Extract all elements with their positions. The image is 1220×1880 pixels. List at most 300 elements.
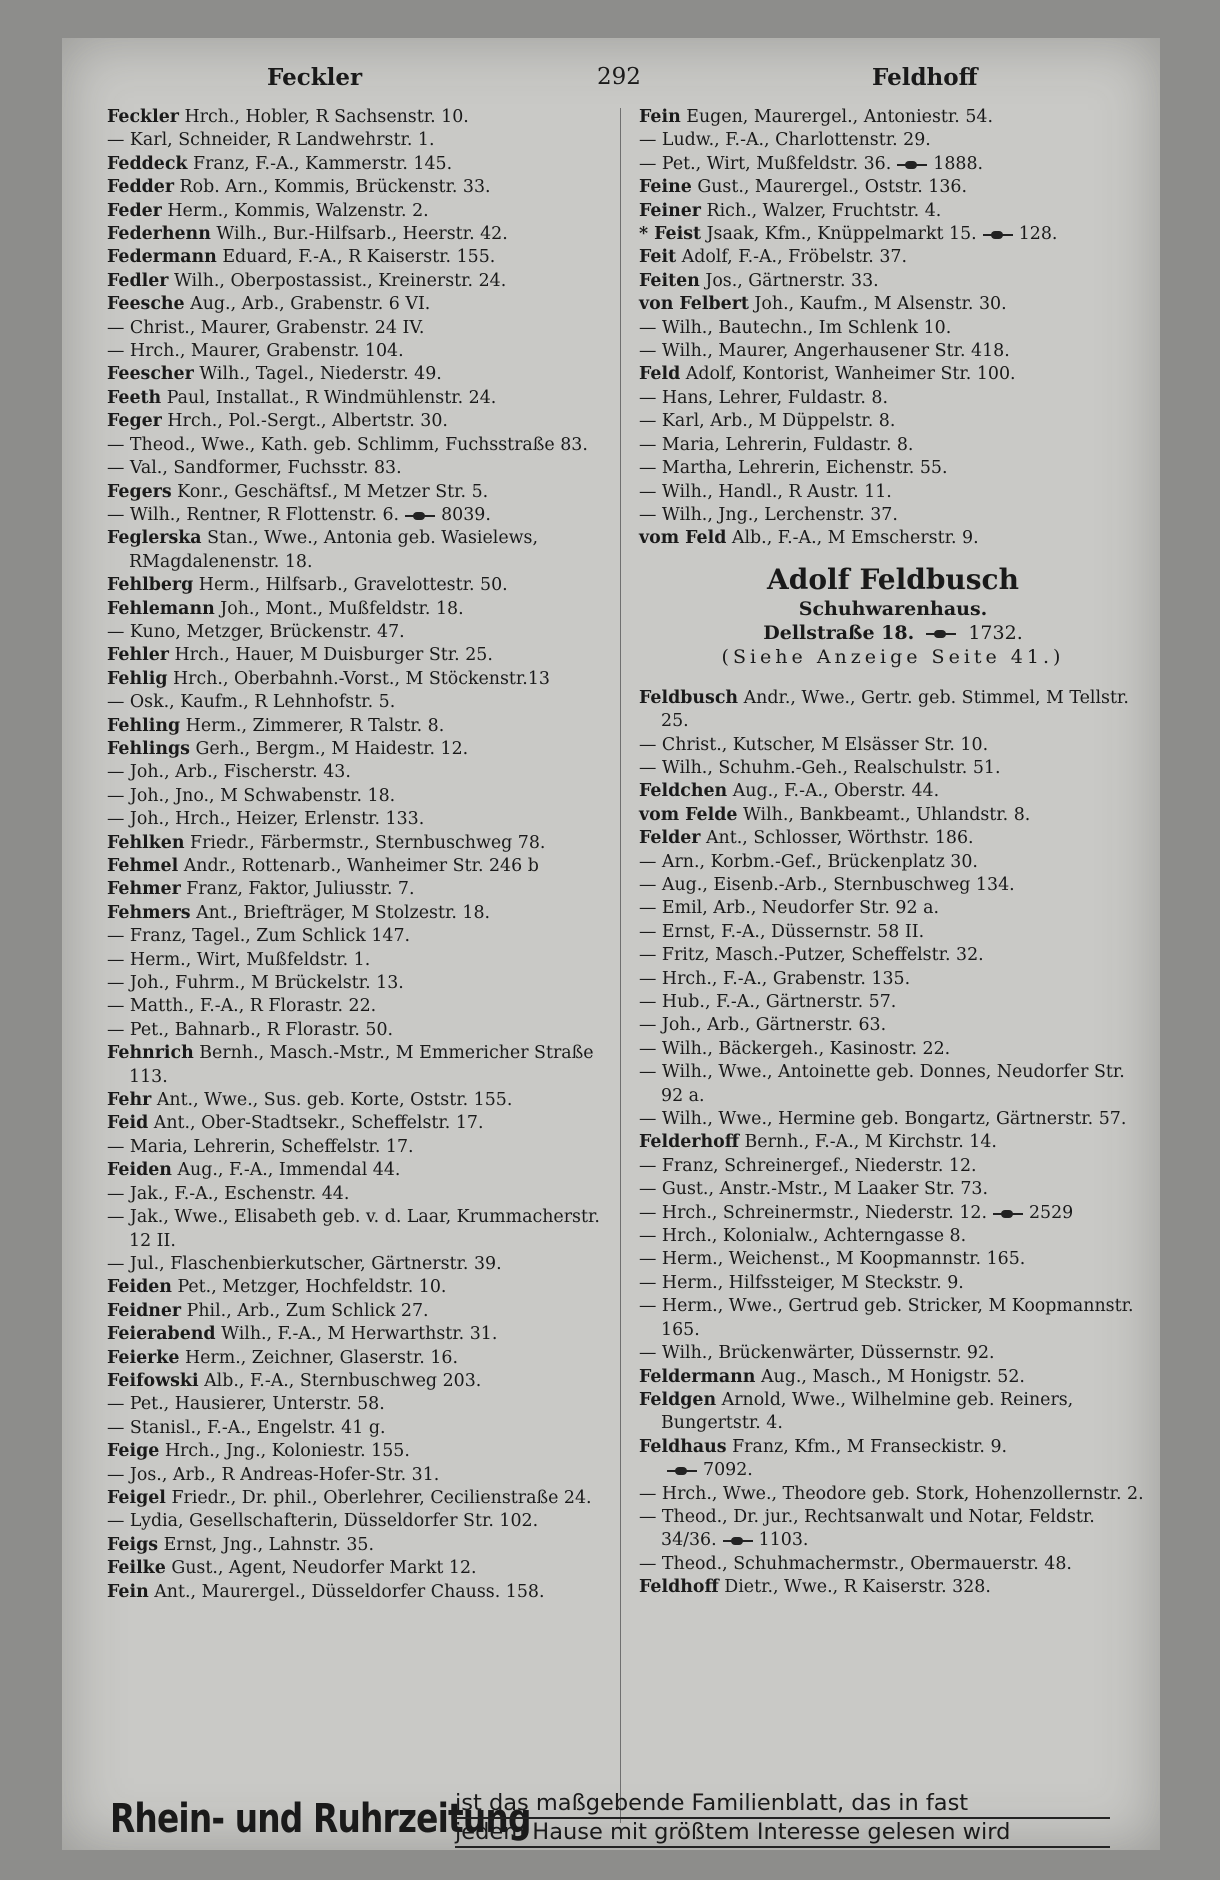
- entry-details: Wilh., F.-A., M Herwarthstr. 31.: [221, 1324, 498, 1345]
- entry-details: — Wilh., Bäckergeh., Kasinostr. 22.: [639, 1038, 951, 1059]
- entry-details: — Wilh., Bautechn., Im Schlenk 10.: [639, 317, 952, 338]
- directory-entry: [639, 1131, 1147, 1154]
- advert-name: Adolf Feldbusch: [767, 562, 1019, 596]
- entry-telephone-number: 128.: [1018, 224, 1058, 245]
- entry-details: Herm., Zeichner, Glaserstr. 16.: [184, 1347, 459, 1368]
- entry-surname: Felderhoff: [639, 1132, 739, 1153]
- entry-details: — Hub., F.-A., Gärtnerstr. 57.: [639, 992, 897, 1012]
- entry-details: — Hrch., F.-A., Grabenstr. 135.: [639, 968, 911, 989]
- entry-details: Alb., F.-A., M Emscherstr. 9.: [731, 528, 979, 549]
- directory-entry: [107, 340, 612, 363]
- directory-entry: [639, 1295, 1147, 1342]
- directory-entry: [639, 1225, 1147, 1248]
- entry-details: — Franz, Tagel., Zum Schlick 147.: [107, 926, 411, 947]
- entry-details: Franz, F.-A., Kammerstr. 145.: [193, 153, 453, 174]
- directory-entry: [639, 1248, 1147, 1271]
- entry-details: Friedr., Färbermstr., Sternbuschweg 78.: [190, 832, 546, 853]
- banner-brand: Rhein- und Ruhrzeitung: [110, 1796, 531, 1842]
- entry-details: Ant., Wwe., Sus. geb. Korte, Oststr. 155.: [156, 1090, 513, 1111]
- directory-entry: [639, 1014, 1147, 1037]
- directory-entry: [639, 129, 1147, 152]
- entry-surname: Feiten: [639, 270, 700, 291]
- directory-entry: [639, 1576, 1147, 1599]
- entry-surname: Fehr: [107, 1090, 152, 1111]
- feldbusch-advert: [639, 563, 1147, 669]
- entry-details: — Wilh., Wwe., Hermine geb. Bongartz, Gärtnerstr. 57.: [639, 1109, 1127, 1130]
- directory-entry: [107, 738, 612, 761]
- entry-details: — Pet., Hausierer, Unterstr. 58.: [107, 1394, 385, 1415]
- directory-entry: [107, 995, 612, 1018]
- directory-entry: [639, 1342, 1147, 1365]
- directory-entry: [107, 715, 612, 738]
- directory-entry: [639, 1155, 1147, 1178]
- entry-details: Eugen, Maurergel., Antoniestr. 54.: [686, 107, 993, 127]
- directory-entry: [107, 1557, 612, 1580]
- entry-surname: Fein: [639, 107, 681, 127]
- directory-page: [62, 38, 1160, 1850]
- entry-surname: Federhenn: [107, 224, 211, 245]
- entry-surname: Feine: [639, 177, 692, 198]
- entry-details: Hrch., Oberbahnh.-Vorst., M Stöckenstr.13: [173, 668, 550, 689]
- directory-entry: [107, 668, 612, 691]
- entry-surname: Fehlings: [107, 738, 190, 759]
- directory-entry: [107, 504, 612, 527]
- entry-details: Aug., Masch., M Honigstr. 52.: [760, 1366, 1025, 1387]
- entry-details: — Wilh., Brückenwärter, Düssernstr. 92.: [639, 1343, 995, 1364]
- entry-surname: Feit: [639, 247, 677, 268]
- entry-details: Franz, Kfm., M Franseckistr. 9.: [732, 1436, 1008, 1457]
- telephone-icon: [723, 1537, 753, 1544]
- entry-telephone-number: 1888.: [933, 153, 984, 174]
- entry-surname: Feigs: [107, 1534, 159, 1555]
- directory-entry: [639, 757, 1147, 780]
- directory-entry: [639, 293, 1147, 316]
- page-header: [62, 64, 1160, 104]
- directory-entry: [107, 1019, 612, 1042]
- entry-details: — Wilh., Schuhm.-Geh., Realschulstr. 51.: [639, 757, 1001, 778]
- entry-surname: Feiden: [107, 1277, 172, 1298]
- entry-surname: vom Feld: [639, 528, 727, 549]
- entry-surname: * Feist: [639, 224, 702, 245]
- entry-surname: Fehmer: [107, 879, 181, 900]
- directory-entry: [639, 780, 1147, 803]
- directory-entry: [107, 1300, 612, 1323]
- directory-entry: [639, 1389, 1147, 1436]
- entry-details: Jos., Gärtnerstr. 33.: [705, 270, 879, 291]
- directory-entry: [107, 574, 612, 597]
- entry-surname: Fehnrich: [107, 1043, 194, 1064]
- entry-details: — Gust., Anstr.-Mstr., M Laaker Str. 73.: [639, 1179, 988, 1200]
- entry-details: — Ludw., F.-A., Charlottenstr. 29.: [639, 130, 931, 151]
- entry-details: Arnold, Wwe., Wilhelmine geb. Reiners, Bungertstr. 4.: [661, 1389, 1074, 1434]
- entry-surname: Felder: [639, 828, 701, 849]
- entry-surname: Fehlberg: [107, 575, 194, 596]
- entry-details: — Franz, Schreinergef., Niederstr. 12.: [639, 1155, 977, 1176]
- directory-entry: [639, 1483, 1147, 1506]
- directory-entry: [639, 1061, 1147, 1108]
- entry-details: — Jak., F.-A., Eschenstr. 44.: [107, 1183, 350, 1204]
- directory-entry: [107, 410, 612, 433]
- directory-entry: [639, 1366, 1147, 1389]
- column-divider: [620, 108, 621, 1823]
- directory-entry: [107, 527, 612, 574]
- entry-surname: Feierke: [107, 1347, 180, 1368]
- entry-surname: Feige: [107, 1441, 160, 1462]
- entry-details: Rich., Walzer, Fruchtstr. 4.: [706, 200, 942, 221]
- advert-business: Schuhwarenhaus.: [798, 597, 988, 620]
- banner-line-1: ist das maßgebende Familienblatt, das in fast: [455, 1790, 1110, 1819]
- directory-entry: [639, 223, 1147, 246]
- directory-entry: [107, 1440, 612, 1463]
- directory-entry: [107, 1276, 612, 1299]
- newspaper-advert-banner: [110, 1790, 1110, 1848]
- entry-details: Rob. Arn., Kommis, Brückenstr. 33.: [179, 177, 491, 198]
- right-column-top-entries: [639, 106, 1147, 551]
- entry-details: — Maria, Lehrerin, Fuldastr. 8.: [639, 434, 914, 455]
- directory-entry: [107, 1112, 612, 1135]
- entry-surname: Feder: [107, 200, 162, 221]
- directory-entry: [107, 1510, 612, 1533]
- entry-details: — Stanisl., F.-A., Engelstr. 41 g.: [107, 1417, 386, 1438]
- entry-surname: Feiden: [107, 1160, 172, 1181]
- entry-details: — Val., Sandformer, Fuchsstr. 83.: [107, 458, 402, 479]
- directory-entry: [639, 481, 1147, 504]
- entry-details: Hrch., Jng., Koloniestr. 155.: [164, 1441, 410, 1462]
- directory-entry: [639, 687, 1147, 734]
- directory-entry: [107, 1581, 612, 1604]
- directory-entry: [107, 434, 612, 457]
- banner-line-2: jedem Hause mit größtem Interesse gelesen wird: [455, 1819, 1110, 1848]
- directory-entry: [639, 1178, 1147, 1201]
- entry-surname: Fehmel: [107, 856, 179, 876]
- entry-surname: Feldermann: [639, 1366, 756, 1387]
- telephone-icon: [983, 231, 1013, 238]
- entry-details: — Lydia, Gesellschafterin, Düsseldorfer Str. 102.: [107, 1511, 539, 1532]
- entry-details: — Hrch., Maurer, Grabenstr. 104.: [107, 341, 404, 362]
- directory-entry: [639, 804, 1147, 827]
- entry-details: Adolf, F.-A., Fröbelstr. 37.: [681, 247, 908, 268]
- entry-details: Hrch., Pol.-Sergt., Albertstr. 30.: [167, 411, 448, 432]
- entry-surname: Feldhoff: [639, 1577, 719, 1598]
- entry-surname: Fegers: [107, 481, 172, 502]
- entry-surname: von Felbert: [639, 294, 749, 315]
- entry-details: — Aug., Eisenb.-Arb., Sternbuschweg 134.: [639, 874, 1015, 895]
- directory-entry: [639, 851, 1147, 874]
- entry-details: — Herm., Wwe., Gertrud geb. Stricker, M Koopmannstr. 165.: [639, 1296, 1134, 1340]
- entry-telephone-number: 2529: [1028, 1202, 1074, 1223]
- directory-entry: [107, 317, 612, 340]
- entry-details: — Joh., Arb., Gärtnerstr. 63.: [639, 1015, 887, 1036]
- entry-details: Ant., Maurergel., Düsseldorfer Chauss. 158.: [154, 1581, 545, 1602]
- entry-details: — Arn., Korbm.-Gef., Brückenplatz 30.: [639, 851, 978, 872]
- entry-details: Alb., F.-A., Sternbuschweg 203.: [204, 1370, 482, 1391]
- entry-surname: Feeth: [107, 387, 162, 408]
- entry-telephone-number: 7092.: [703, 1460, 753, 1481]
- directory-entry: [639, 1506, 1147, 1553]
- entry-surname: Fehling: [107, 715, 181, 736]
- entry-surname: Fehmers: [107, 902, 191, 923]
- entry-details: — Hrch., Kolonialw., Achterngasse 8.: [639, 1226, 967, 1247]
- entry-details: — Theod., Schuhmachermstr., Obermauerstr. 48.: [639, 1553, 1072, 1574]
- entry-details: Wilh., Tagel., Niederstr. 49.: [199, 364, 442, 385]
- entry-surname: Feilke: [107, 1558, 166, 1579]
- right-column-bottom-entries: [639, 687, 1147, 1600]
- entry-surname: Fehler: [107, 645, 169, 666]
- directory-entry: [107, 761, 612, 784]
- entry-surname: Feiner: [639, 200, 701, 221]
- directory-entry: [639, 874, 1147, 897]
- entry-details: Adolf, Kontorist, Wanheimer Str. 100.: [685, 364, 1016, 385]
- directory-entry: [107, 808, 612, 831]
- advert-tel: 1732.: [968, 621, 1023, 644]
- header-right-keyword: Feldhoff: [872, 64, 978, 91]
- entry-surname: Fehlken: [107, 832, 185, 853]
- entry-details: Andr., Rottenarb., Wanheimer Str. 246 b: [183, 856, 539, 876]
- directory-entry: [639, 363, 1147, 386]
- entry-surname: Fehlig: [107, 668, 168, 689]
- directory-entry: [639, 1038, 1147, 1061]
- entry-details: Konr., Geschäftsf., M Metzer Str. 5.: [177, 481, 489, 502]
- directory-entry: [639, 200, 1147, 223]
- directory-entry: [639, 410, 1147, 433]
- entry-details: — Wilh., Maurer, Angerhausener Str. 418.: [639, 341, 1010, 362]
- entry-details: Aug., F.-A., Immendal 44.: [177, 1160, 401, 1181]
- entry-details: — Karl, Arb., M Düppelstr. 8.: [639, 411, 896, 432]
- entry-details: Hrch., Hobler, R Sachsenstr. 10.: [184, 107, 469, 127]
- directory-entry: [107, 153, 612, 176]
- entry-surname: vom Felde: [639, 804, 738, 825]
- directory-entry: [639, 527, 1147, 550]
- advert-note: (Siehe Anzeige Seite 41.): [721, 645, 1065, 668]
- entry-details: — Hrch., Schreinermstr., Niederstr. 12.: [639, 1202, 987, 1223]
- entry-details: Jsaak, Kfm., Knüppelmarkt 15.: [706, 224, 977, 245]
- entry-details: — Wilh., Jng., Lerchenstr. 37.: [639, 504, 898, 525]
- directory-entry: [639, 457, 1147, 480]
- directory-entry: [107, 1393, 612, 1416]
- entry-details: Eduard, F.-A., R Kaiserstr. 155.: [222, 247, 496, 268]
- entry-details: Bernh., Masch.-Mstr., M Emmericher Straße 113.: [129, 1043, 594, 1087]
- directory-entry: [107, 481, 612, 504]
- directory-entry: [107, 1323, 612, 1346]
- directory-entry: [107, 855, 612, 878]
- header-left-keyword: Feckler: [267, 64, 363, 91]
- entry-surname: Feld: [639, 364, 681, 385]
- entry-details: — Maria, Lehrerin, Scheffelstr. 17.: [107, 1136, 414, 1157]
- entry-details: — Pet., Bahnarb., R Florastr. 50.: [107, 1019, 394, 1040]
- entry-details: Stan., Wwe., Antonia geb. Wasielews, RMagdalenenstr. 18.: [129, 528, 538, 572]
- page-number: 292: [597, 64, 641, 90]
- directory-entry: [107, 1159, 612, 1182]
- directory-entry: [107, 223, 612, 246]
- entry-details: Wilh., Oberpostassist., Kreinerstr. 24.: [173, 270, 507, 291]
- directory-entry: [107, 949, 612, 972]
- entry-details: Wilh., Bankbeamt., Uhlandstr. 8.: [742, 804, 1031, 825]
- entry-details: — Jul., Flaschenbierkutscher, Gärtnerstr. 39.: [107, 1253, 502, 1274]
- entry-details: — Martha, Lehrerin, Eichenstr. 55.: [639, 458, 948, 479]
- entry-details: — Wilh., Wwe., Antoinette geb. Donnes, Neudorfer Str. 92 a.: [639, 1062, 1125, 1106]
- telephone-icon: [405, 512, 435, 519]
- entry-details: — Christ., Maurer, Grabenstr. 24 IV.: [107, 317, 425, 338]
- directory-entry: [107, 1042, 612, 1089]
- entry-details: — Herm., Wirt, Mußfeldstr. 1.: [107, 949, 371, 970]
- entry-details: — Jak., Wwe., Elisabeth geb. v. d. Laar, Krummacherstr. 12 II.: [107, 1207, 600, 1251]
- entry-details: — Joh., Fuhrm., M Brückelstr. 13.: [107, 973, 404, 994]
- directory-entry: [107, 1089, 612, 1112]
- directory-entry: [107, 1136, 612, 1159]
- directory-entry: [107, 598, 612, 621]
- directory-entry: [639, 991, 1147, 1014]
- entry-surname: Feierabend: [107, 1324, 216, 1345]
- entry-telephone-number: 8039.: [441, 504, 491, 525]
- entry-details: — Fritz, Masch.-Putzer, Scheffelstr. 32.: [639, 945, 984, 966]
- entry-details: Hrch., Hauer, M Duisburger Str. 25.: [174, 645, 493, 666]
- directory-entry: [639, 1202, 1147, 1225]
- directory-entry: [639, 944, 1147, 967]
- entry-surname: Feldhaus: [639, 1436, 727, 1457]
- entry-details: Ant., Schlosser, Wörthstr. 186.: [705, 828, 974, 849]
- entry-details: Ant., Briefträger, M Stolzestr. 18.: [196, 902, 491, 923]
- left-column: [107, 106, 612, 1604]
- entry-details: — Theod., Dr. jur., Rechtsanwalt und Notar, Feldstr. 34/36.: [639, 1506, 1095, 1551]
- directory-entry: [639, 340, 1147, 363]
- directory-entry: [107, 246, 612, 269]
- entry-details: — Joh., Hrch., Heizer, Erlenstr. 133.: [107, 809, 425, 830]
- directory-entry: [639, 504, 1147, 527]
- directory-entry: [639, 246, 1147, 269]
- entry-details: Ernst, Jng., Lahnstr. 35.: [163, 1534, 374, 1555]
- telephone-icon: [897, 161, 927, 168]
- entry-details: — Karl, Schneider, R Landwehrstr. 1.: [107, 130, 435, 151]
- directory-entry: [107, 200, 612, 223]
- directory-entry: [639, 153, 1147, 176]
- entry-details: — Herm., Hilfssteiger, M Steckstr. 9.: [639, 1272, 964, 1293]
- directory-entry: [107, 1464, 612, 1487]
- entry-details: Aug., Arb., Grabenstr. 6 VI.: [190, 294, 431, 315]
- telephone-icon: [993, 1210, 1023, 1217]
- entry-details: Paul, Installat., R Windmühlenstr. 24.: [166, 387, 497, 408]
- entry-details: Herm., Kommis, Walzenstr. 2.: [167, 200, 429, 221]
- entry-surname: Feckler: [107, 107, 179, 127]
- entry-surname: Fein: [107, 1581, 149, 1602]
- directory-entry: [107, 387, 612, 410]
- entry-surname: Feigel: [107, 1487, 166, 1508]
- directory-entry: [107, 457, 612, 480]
- entry-surname: Feidner: [107, 1300, 182, 1321]
- entry-details: — Osk., Kaufm., R Lehnhofstr. 5.: [107, 692, 396, 713]
- entry-details: Wilh., Bur.-Hilfsarb., Heerstr. 42.: [216, 224, 508, 245]
- entry-details: Bernh., F.-A., M Kirchstr. 14.: [744, 1132, 997, 1153]
- directory-entry: [107, 1253, 612, 1276]
- telephone-icon: [667, 1467, 697, 1474]
- directory-entry: [107, 925, 612, 948]
- directory-entry: [639, 387, 1147, 410]
- entry-details: Gust., Maurergel., Oststr. 136.: [697, 177, 968, 198]
- entry-details: — Joh., Arb., Fischerstr. 43.: [107, 762, 351, 783]
- directory-entry: [107, 1347, 612, 1370]
- directory-entry: [107, 1487, 612, 1510]
- entry-details: Joh., Kaufm., M Alsenstr. 30.: [754, 294, 1007, 315]
- telephone-icon: [926, 630, 956, 637]
- directory-entry: [639, 176, 1147, 199]
- entry-surname: Federmann: [107, 247, 217, 268]
- entry-surname: Feldgen: [639, 1389, 717, 1410]
- entry-details: — Christ., Kutscher, M Elsässer Str. 10.: [639, 734, 989, 755]
- directory-entry: [107, 1370, 612, 1393]
- entry-details: — Wilh., Rentner, R Flottenstr. 6.: [107, 504, 400, 525]
- entry-details: — Pet., Wirt, Mußfeldstr. 36.: [639, 153, 892, 174]
- entry-surname: Feifowski: [107, 1370, 199, 1391]
- entry-surname: Feger: [107, 411, 162, 432]
- entry-surname: Feldbusch: [639, 687, 739, 708]
- directory-entry: [107, 902, 612, 925]
- directory-entry: [107, 691, 612, 714]
- entry-details: Aug., F.-A., Oberstr. 44.: [732, 781, 940, 802]
- entry-details: Gust., Agent, Neudorfer Markt 12.: [171, 1558, 477, 1579]
- entry-details: — Joh., Jno., M Schwabenstr. 18.: [107, 785, 396, 806]
- entry-details: — Kuno, Metzger, Brückenstr. 47.: [107, 621, 405, 642]
- entry-surname: Feescher: [107, 364, 194, 385]
- entry-details: Herm., Zimmerer, R Talstr. 8.: [185, 715, 445, 736]
- entry-surname: Feglerska: [107, 528, 202, 549]
- directory-entry: [107, 363, 612, 386]
- directory-entry: [107, 644, 612, 667]
- directory-entry: [107, 129, 612, 152]
- directory-entry: [639, 921, 1147, 944]
- directory-entry: [107, 1534, 612, 1557]
- entry-details: Dietr., Wwe., R Kaiserstr. 328.: [724, 1577, 991, 1598]
- entry-details: — Hrch., Wwe., Theodore geb. Stork, Hohenzollernstr. 2.: [639, 1483, 1144, 1504]
- directory-entry: [639, 106, 1147, 129]
- directory-entry: [639, 1272, 1147, 1295]
- directory-entry: [107, 270, 612, 293]
- directory-entry: [107, 106, 612, 129]
- directory-entry: [107, 621, 612, 644]
- directory-entry: [639, 734, 1147, 757]
- entry-surname: Fedler: [107, 270, 169, 291]
- entry-surname: Feid: [107, 1113, 149, 1134]
- advert-address-line: [639, 621, 1147, 645]
- right-column: [639, 106, 1147, 1600]
- directory-entry: [107, 1417, 612, 1440]
- entry-details: Franz, Faktor, Juliusstr. 7.: [186, 879, 415, 900]
- directory-entry: [107, 1183, 612, 1206]
- directory-entry: [639, 317, 1147, 340]
- entry-details: — Matth., F.-A., R Florastr. 22.: [107, 996, 377, 1017]
- entry-details: — Ernst, F.-A., Düssernstr. 58 II.: [639, 921, 925, 942]
- directory-entry: [639, 1436, 1147, 1483]
- entry-details: Herm., Hilfsarb., Gravelottestr. 50.: [198, 575, 508, 596]
- entry-surname: Feddeck: [107, 153, 188, 174]
- entry-details: Andr., Wwe., Gertr. geb. Stimmel, M Tellstr. 25.: [661, 687, 1129, 732]
- directory-entry: [107, 832, 612, 855]
- entry-details: — Emil, Arb., Neudorfer Str. 92 a.: [639, 898, 939, 919]
- directory-entry: [107, 176, 612, 199]
- entry-surname: Fehlemann: [107, 598, 215, 619]
- entry-details: — Theod., Wwe., Kath. geb. Schlimm, Fuchsstraße 83.: [107, 434, 588, 455]
- entry-details: Phil., Arb., Zum Schlick 27.: [186, 1300, 429, 1321]
- directory-entry: [639, 897, 1147, 920]
- directory-entry: [107, 972, 612, 995]
- directory-entry: [107, 293, 612, 316]
- entry-details: Friedr., Dr. phil., Oberlehrer, Cecilienstraße 24.: [171, 1487, 592, 1508]
- entry-details: — Wilh., Handl., R Austr. 11.: [639, 481, 892, 502]
- directory-entry: [107, 1206, 612, 1253]
- directory-entry: [639, 434, 1147, 457]
- entry-surname: Feldchen: [639, 781, 728, 802]
- entry-surname: Fedder: [107, 177, 175, 198]
- entry-details: Ant., Ober-Stadtsekr., Scheffelstr. 17.: [153, 1113, 484, 1134]
- directory-entry: [107, 878, 612, 901]
